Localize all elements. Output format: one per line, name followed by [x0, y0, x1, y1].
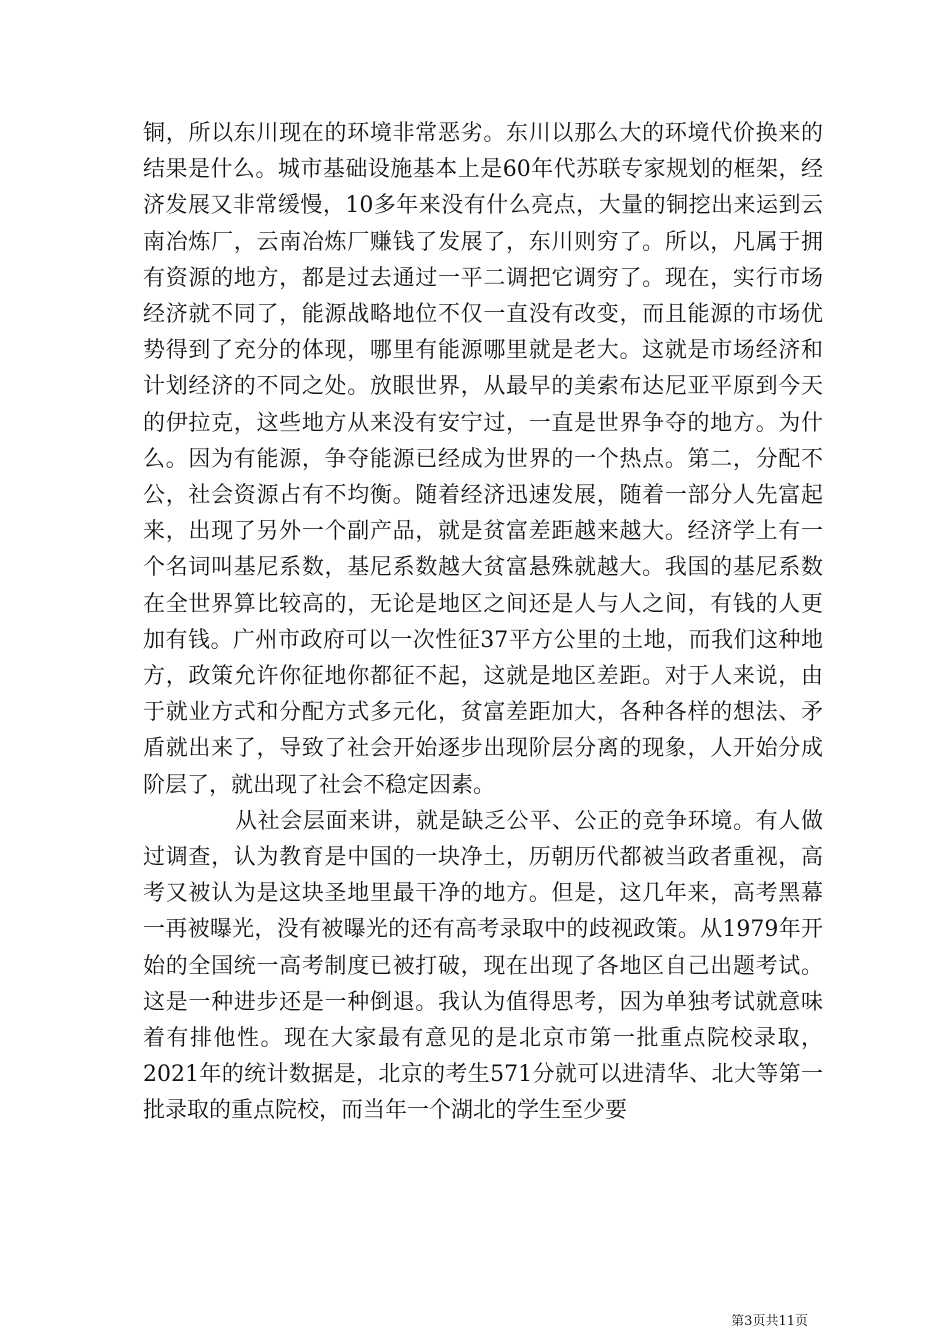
document-body — [143, 116, 823, 1130]
page-footer: 第3页共11页 — [731, 1314, 808, 1329]
paragraph-2: 从社会层面来讲，就是缺乏公平、公正的竞争环境。有人做过调查，认为教育是中国的一块净土，历朝历代都被当政者重视，高考又被认为是这块圣地里最干净的地方。但是，这几年来，高考黑幕一再被曝光，没有被曝光的还有高考录取中的歧视政策。从1979年开始的全国统一高考制度已被打破，现在出现了各地区自己出题考试。这是一种进步还是一种倒退。我认为值得思考，因为单独考试就意味着有排他性。现在大家最有意见的是北京市第一批重点院校录取，2021年的统计数据是，北京的考生571分就可以进清华、北大等第一批录取的重点院校，而当年一个湖北的学生至少要 — [143, 808, 823, 1124]
paragraph-1: 铜，所以东川现在的环境非常恶劣。东川以那么大的环境代价换来的结果是什么。城市基础设施基本上是60年代苏联专家规划的框架，经济发展又非常缓慢，10多年来没有什么亮点，大量的铜挖出来运到云南冶炼厂，云南冶炼厂赚钱了发展了，东川则穷了。所以，凡属于拥有资源的地方，都是过去通过一平二调把它调穷了。现在，实行市场经济就不同了，能源战略地位不仅一直没有改变，而且能源的市场优势得到了充分的体现，哪里有能源哪里就是老大。这就是市场经济和计划经济的不同之处。放眼世界，从最早的美索布达尼亚平原到今天的伊拉克，这些地方从来没有安宁过，一直是世界争夺的地方。为什么。因为有能源，争夺能源已经成为世界的一个热点。第二，分配不公，社会资源占有不均衡。随着经济迅速发展，随着一部分人先富起来，出现了另外一个副产品，就是贫富差距越来越大。经济学上有一个名词叫基尼系数，基尼系数越大贫富悬殊就越大。我国的基尼系数在全世界算比较高的，无论是地区之间还是人与人之间，有钱的人更加有钱。广州市政府可以一次性征37平方公里的土地，而我们这种地方，政策允许你征地你都征不起，这就是地区差距。对于人来说，由于就业方式和分配方式多元化，贫富差距加大，各种各样的想法、矛盾就出来了，导致了社会开始逐步出现阶层分离的现象，人开始分成阶层了，就出现了社会不稳定因素。 — [143, 121, 823, 798]
